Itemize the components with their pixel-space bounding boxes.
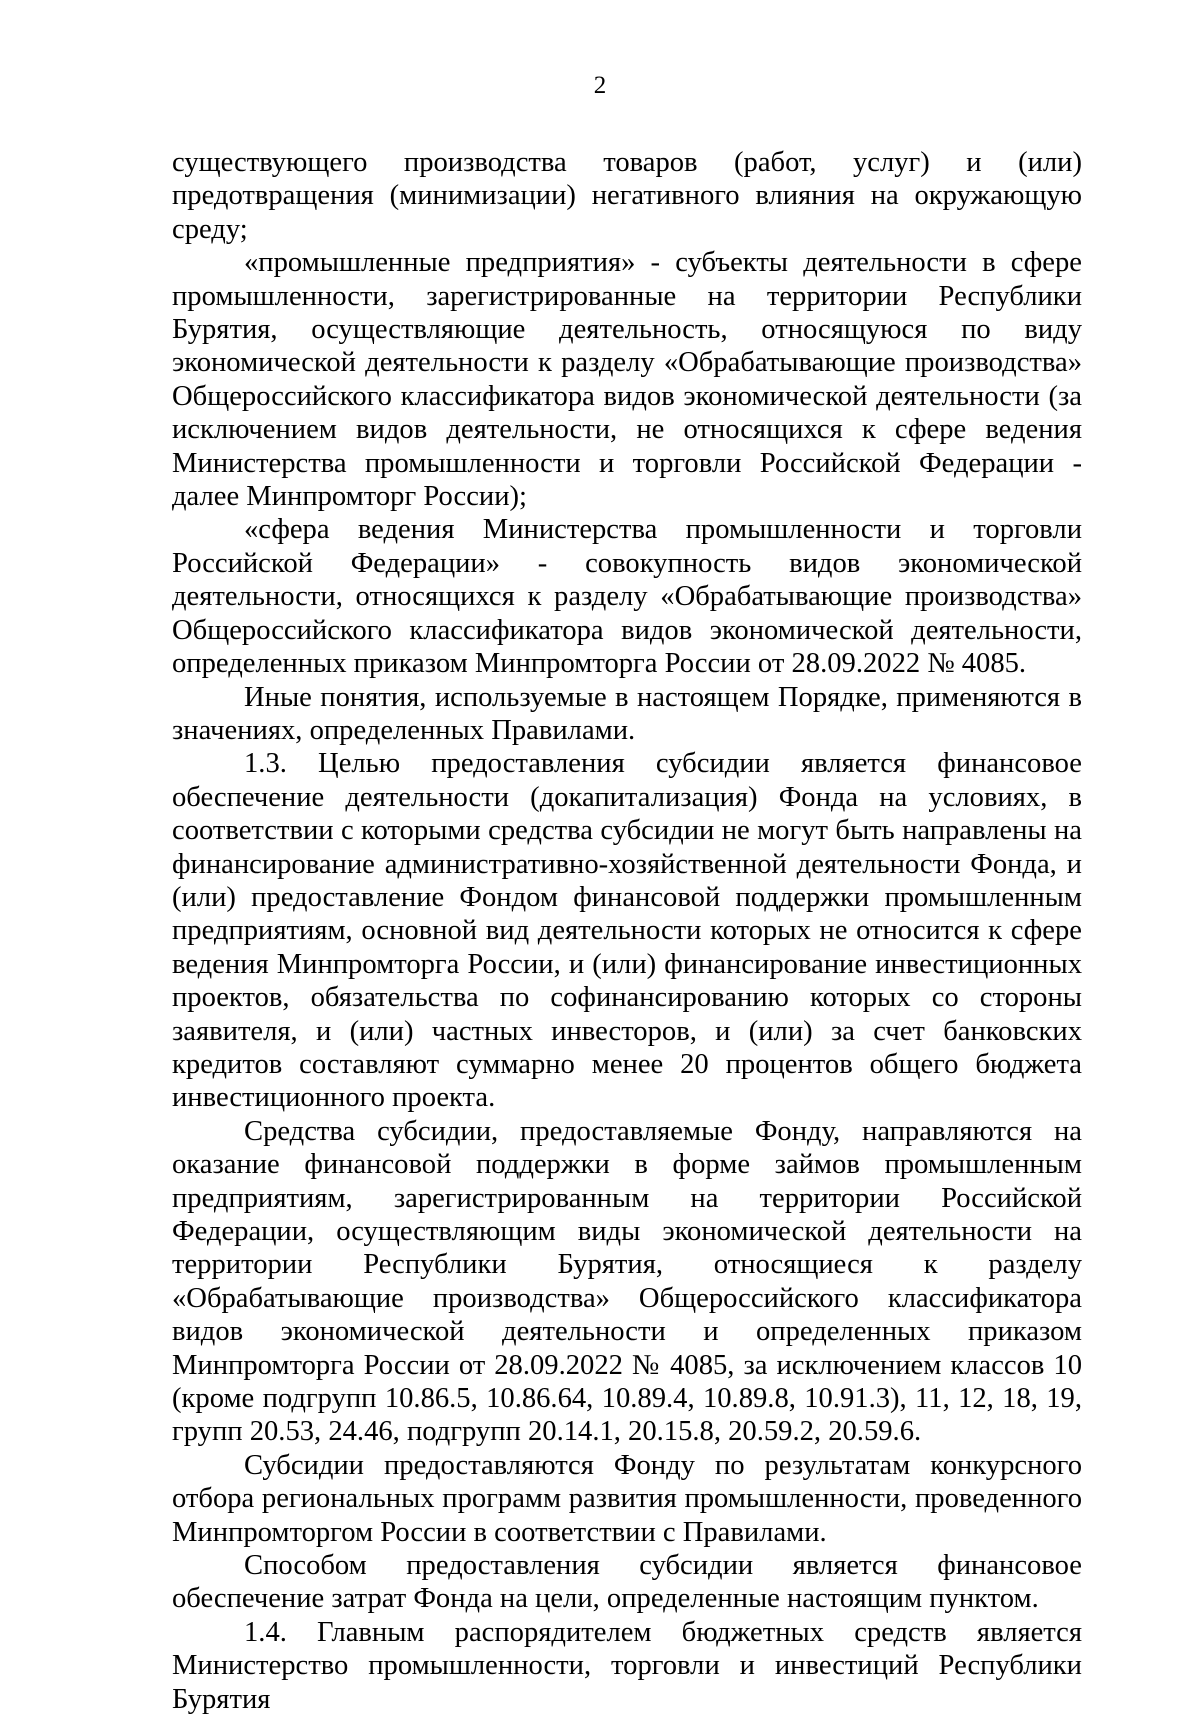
paragraph-subsidy-method: Способом предоставления субсидии является финансовое обеспечение затрат Фонда на цели, определенные настоящим пунктом. <box>172 1550 1082 1615</box>
paragraph-subsidy-selection: Субсидии предоставляются Фонду по результатам конкурсного отбора региональных программ развития промышленности, проведенного Минпромторгом России в соответствии с Правилами. <box>172 1449 1082 1548</box>
page-number: 2 <box>593 72 607 99</box>
paragraph-ministry-scope-definition: «сфера ведения Министерства промышленности и торговли Российской Федерации» - совокупность видов экономической деятельности, относящихся к разделу «Обрабатывающие производства» Общероссийского классификатора видов экономической деятельности, определенных приказом Минпромторга России от 28.09.2022 № 4085. <box>172 514 1082 680</box>
paragraph-industrial-enterprises-definition: «промышленные предприятия» - субъекты деятельности в сфере промышленности, зарегистрированные на территории Республики Бурятия, осуществляющие деятельность, относящуюся по виду экономической деятельности к разделу «Обрабатывающие производства» Общероссийского классификатора видов экономической деятельности (за исключением видов деятельности, не относящихся к сфере ведения Министерства промышленности и торговли Российской Федерации - далее Минпромторг России); <box>172 247 1082 513</box>
paragraph-section-1-3: 1.3. Целью предоставления субсидии является финансовое обеспечение деятельности (докапитализация) Фонда на условиях, в соответствии с которыми средства субсидии не могут быть направлены на финансирование административно-хозяйственной деятельности Фонда, и (или) предоставление Фондом финансовой поддержки промышленным предприятиям, основной вид деятельности которых не относится к сфере ведения Минпромторга России, и (или) финансирование инвестиционных проектов, обязательства по софинансированию которых со стороны заявителя, и (или) частных инвесторов, и (или) за счет банковских кредитов составляют суммарно менее 20 процентов общего бюджета инвестиционного проекта. <box>172 748 1082 1114</box>
paragraph-other-terms: Иные понятия, используемые в настоящем Порядке, применяются в значениях, определенных Правилами. <box>172 681 1082 746</box>
document-body <box>172 146 1082 1716</box>
paragraph-section-1-4: 1.4. Главным распорядителем бюджетных средств является Министерство промышленности, торговли и инвестиций Республики Бурятия <box>172 1616 1082 1715</box>
paragraph-subsidy-funds: Средства субсидии, предоставляемые Фонду, направляются на оказание финансовой поддержки в форме займов промышленным предприятиям, зарегистрированным на территории Российской Федерации, осуществляющим виды экономической деятельности на территории Республики Бурятия, относящиеся к разделу «Обрабатывающие производства» Общероссийского классификатора видов экономической деятельности и определенных приказом Минпромторга России от 28.09.2022 № 4085, за исключением классов 10 (кроме подгрупп 10.86.5, 10.86.64, 10.89.4, 10.89.8, 10.91.3), 11, 12, 18, 19, групп 20.53, 24.46, подгрупп 20.14.1, 20.15.8, 20.59.2, 20.59.6. <box>172 1115 1082 1448</box>
paragraph-continuation: существующего производства товаров (работ, услуг) и (или) предотвращения (минимизации) негативного влияния на окружающую среду; <box>172 147 1082 245</box>
